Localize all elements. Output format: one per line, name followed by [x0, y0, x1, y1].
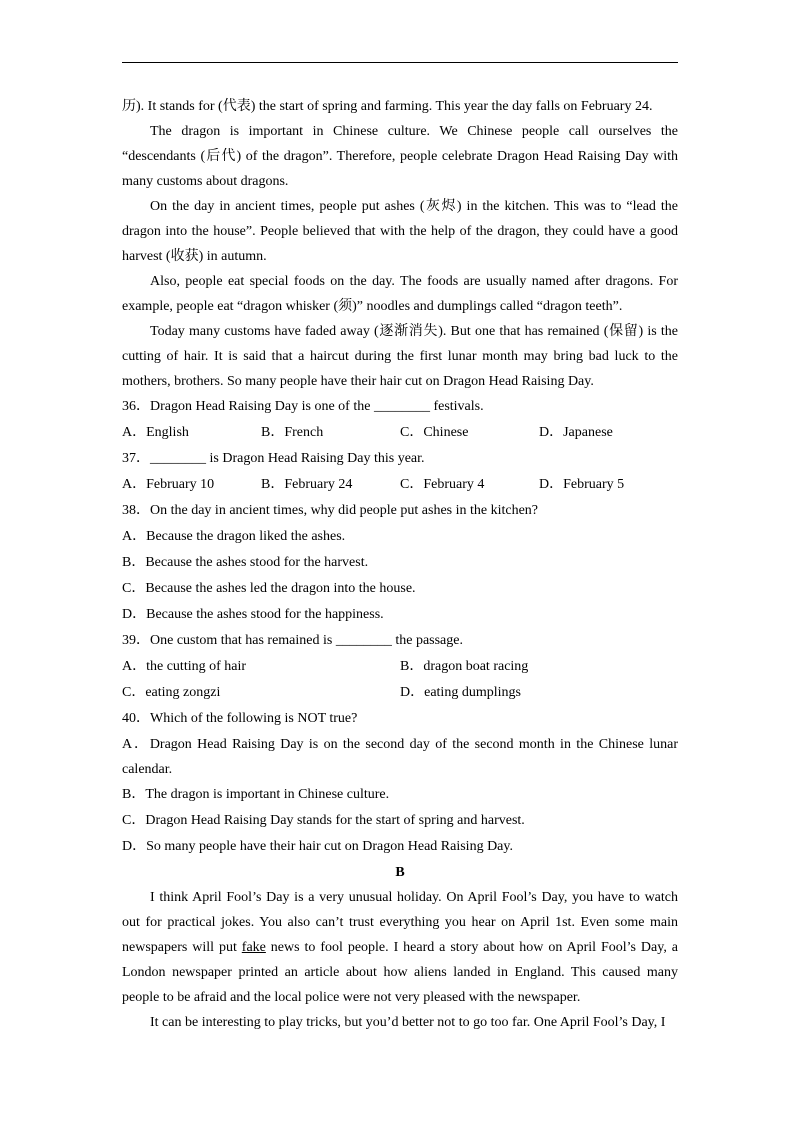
option-c: C．February 4 — [400, 477, 485, 492]
option-c: C．Dragon Head Raising Day stands for the start of spring and harvest. — [122, 813, 525, 828]
option-a: A．February 10 — [122, 477, 215, 492]
question-38 — [122, 498, 678, 628]
option-d: D．February 5 — [539, 477, 625, 492]
passage-b-text: news to fool people. I heard a story about how on April Fool’s Day, a London newspaper printed an article about how aliens landed in England. This caused many people to be afraid and the local police were not very pleased with the newspaper. — [122, 940, 678, 1005]
header-rule — [122, 62, 678, 63]
question-40 — [122, 706, 678, 860]
question-stem: 36．Dragon Head Raising Day is one of the ________ festivals. — [122, 399, 484, 414]
passage-a-paragraph: On the day in ancient times, people put ashes (灰烬) in the kitchen. This was to “lead the dragon into the house”. People believed that with the help of the dragon, they could have a good harvest (收获) in autumn. — [122, 199, 678, 264]
passage-b-paragraph: It can be interesting to play tricks, but you’d better not to go too far. One April Fool’s Day, I — [150, 1015, 666, 1030]
passage-b-text: I think April Fool’s Day is a very unusual holiday. On April Fool’s Day, you have to watch out for practical jokes. You also can’t trust everything you hear on April 1st. Even some main newspapers will put — [122, 890, 678, 955]
option-a: A．Dragon Head Raising Day is on the second day of the second month in the Chinese lunar calendar. — [122, 737, 678, 777]
options-row — [122, 680, 678, 706]
option-b: B．The dragon is important in Chinese culture. — [122, 787, 390, 802]
passage-a-paragraph: 历). It stands for (代表) the start of spring and farming. This year the day falls on February 24. — [122, 99, 653, 114]
option-d: D．eating dumplings — [400, 685, 521, 700]
page-content — [122, 94, 678, 1035]
question-39 — [122, 628, 678, 706]
option-b: B．Because the ashes stood for the harvest. — [122, 555, 369, 570]
option-b: B．February 24 — [261, 477, 353, 492]
underlined-word: fake — [241, 940, 266, 955]
passage-a-paragraph: Also, people eat special foods on the day. The foods are usually named after dragons. For example, people eat “dragon whisker (须)” noodles and dumplings called “dragon teeth”. — [122, 274, 678, 314]
options-row — [122, 472, 678, 498]
question-stem: 39．One custom that has remained is ________ the passage. — [122, 633, 463, 648]
passage-a-paragraph: Today many customs have faded away (逐渐消失). But one that has remained (保留) is the cutting of hair. It is said that a haircut during the first lunar month may bring bad luck to the mothers, brothers. So many people have their hair cut on Dragon Head Raising Day. — [122, 324, 678, 389]
option-b: B．French — [261, 425, 324, 440]
option-c: C．eating zongzi — [122, 685, 221, 700]
question-37 — [122, 446, 678, 498]
question-stem: 37．________ is Dragon Head Raising Day this year. — [122, 451, 425, 466]
question-36 — [122, 394, 678, 446]
options-row — [122, 654, 678, 680]
option-a: A．Because the dragon liked the ashes. — [122, 529, 346, 544]
option-a: A．English — [122, 425, 189, 440]
question-stem: 40．Which of the following is NOT true? — [122, 711, 358, 726]
section-heading: B — [395, 865, 405, 880]
option-b: B．dragon boat racing — [400, 659, 529, 674]
option-a: A．the cutting of hair — [122, 659, 247, 674]
option-c: C．Chinese — [400, 425, 469, 440]
passage-a-paragraph: The dragon is important in Chinese culture. We Chinese people call ourselves the “descendants (后代) of the dragon”. Therefore, people celebrate Dragon Head Raising Day with many customs about dragons. — [122, 124, 678, 189]
question-stem: 38．On the day in ancient times, why did people put ashes in the kitchen? — [122, 503, 539, 518]
options-row — [122, 420, 678, 446]
option-d: D．So many people have their hair cut on Dragon Head Raising Day. — [122, 839, 513, 854]
option-d: D．Japanese — [539, 425, 613, 440]
passage-b-paragraph — [122, 885, 678, 1010]
option-c: C．Because the ashes led the dragon into the house. — [122, 581, 416, 596]
option-d: D．Because the ashes stood for the happiness. — [122, 607, 384, 622]
